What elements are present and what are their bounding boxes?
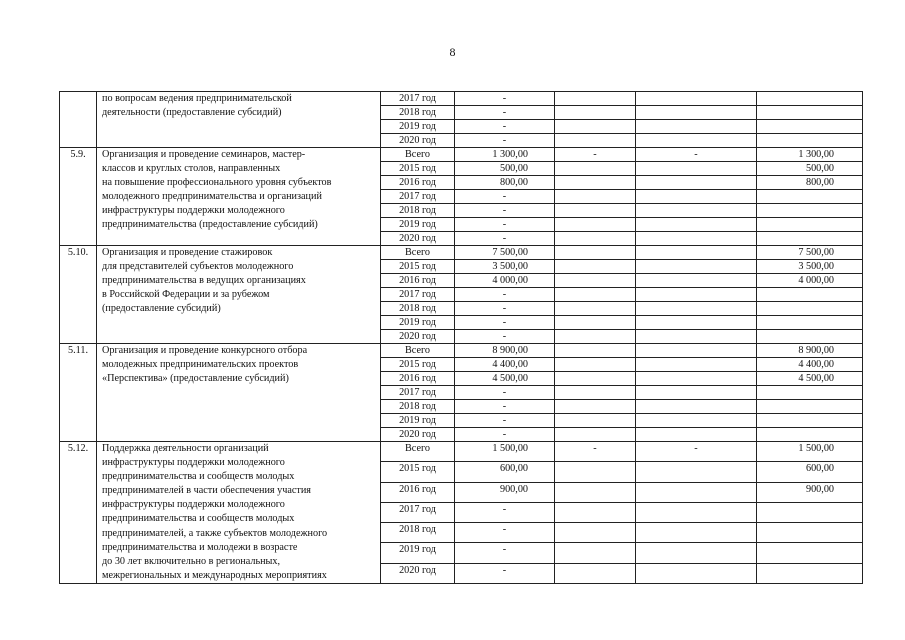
amount-col2 [555, 462, 636, 482]
total-amount: - [455, 218, 555, 232]
year-label: 2019 год [381, 120, 455, 134]
amount-col4: 4 000,00 [757, 274, 863, 288]
amount-col4 [757, 134, 863, 148]
amount-col2 [555, 162, 636, 176]
total-amount: 3 500,00 [455, 260, 555, 274]
total-amount: - [455, 428, 555, 442]
table-row [60, 246, 863, 260]
year-label: 2016 год [381, 482, 455, 502]
total-amount: 500,00 [455, 162, 555, 176]
total-amount: - [455, 414, 555, 428]
total-amount: 4 500,00 [455, 372, 555, 386]
amount-col3 [636, 274, 757, 288]
year-label: 2017 год [381, 502, 455, 522]
amount-col3 [636, 288, 757, 302]
amount-col4 [757, 92, 863, 106]
year-label: 2018 год [381, 302, 455, 316]
amount-col2 [555, 204, 636, 218]
amount-col2 [555, 372, 636, 386]
amount-col3 [636, 162, 757, 176]
amount-col3 [636, 400, 757, 414]
activity-name [97, 344, 381, 442]
amount-col2: - [555, 148, 636, 162]
amount-col4 [757, 232, 863, 246]
amount-col2 [555, 106, 636, 120]
total-amount: 8 900,00 [455, 344, 555, 358]
amount-col3 [636, 502, 757, 522]
amount-col2 [555, 543, 636, 563]
amount-col2 [555, 190, 636, 204]
amount-col2 [555, 502, 636, 522]
amount-col4: 1 500,00 [757, 442, 863, 462]
amount-col4 [757, 120, 863, 134]
table-row [60, 442, 863, 462]
amount-col2 [555, 358, 636, 372]
table-row [60, 148, 863, 162]
activity-name-line: Организация и проведение семинаров, мастер- [102, 149, 306, 160]
amount-col3 [636, 462, 757, 482]
item-number: 5.10. [60, 246, 97, 344]
total-amount: - [455, 302, 555, 316]
activity-name-line: инфраструктуры поддержки молодежного [102, 205, 285, 217]
activity-name [97, 148, 381, 246]
amount-col4 [757, 302, 863, 316]
amount-col4 [757, 428, 863, 442]
total-amount: - [455, 106, 555, 120]
amount-col3 [636, 482, 757, 502]
total-amount: - [455, 543, 555, 563]
amount-col4 [757, 316, 863, 330]
activity-name-line: предпринимательства в ведущих организациях [102, 275, 306, 287]
amount-col3 [636, 120, 757, 134]
amount-col3 [636, 386, 757, 400]
amount-col4 [757, 204, 863, 218]
amount-col2 [555, 218, 636, 232]
amount-col3 [636, 414, 757, 428]
total-amount: 1 300,00 [455, 148, 555, 162]
year-label: 2020 год [381, 232, 455, 246]
total-amount: - [455, 563, 555, 583]
amount-col2 [555, 134, 636, 148]
year-label: 2016 год [381, 372, 455, 386]
activity-name-line: (предоставление субсидий) [102, 303, 221, 315]
total-amount: 1 500,00 [455, 442, 555, 462]
total-amount: 4 000,00 [455, 274, 555, 288]
year-label: 2020 год [381, 330, 455, 344]
amount-col3: - [636, 148, 757, 162]
total-amount: - [455, 386, 555, 400]
year-label: 2018 год [381, 204, 455, 218]
total-amount: 7 500,00 [455, 246, 555, 260]
year-label: 2017 год [381, 386, 455, 400]
amount-col4: 3 500,00 [757, 260, 863, 274]
amount-col2 [555, 246, 636, 260]
total-amount: - [455, 400, 555, 414]
year-label: Всего [381, 344, 455, 358]
amount-col3 [636, 316, 757, 330]
amount-col3 [636, 372, 757, 386]
amount-col2 [555, 344, 636, 358]
activity-name-line: для представителей субъектов молодежного [102, 261, 294, 273]
amount-col3 [636, 344, 757, 358]
amount-col2 [555, 523, 636, 543]
total-amount: - [455, 316, 555, 330]
amount-col3 [636, 523, 757, 543]
total-amount: - [455, 523, 555, 543]
amount-col4 [757, 288, 863, 302]
activity-name-line: в Российской Федерации и за рубежом [102, 289, 270, 301]
amount-col3 [636, 134, 757, 148]
year-label: 2015 год [381, 162, 455, 176]
year-label: 2017 год [381, 92, 455, 106]
activity-name [97, 92, 381, 148]
year-label: 2015 год [381, 358, 455, 372]
amount-col4 [757, 386, 863, 400]
activity-name-line: классов и круглых столов, направленных [102, 163, 281, 175]
amount-col3 [636, 428, 757, 442]
amount-col3: - [636, 442, 757, 462]
year-label: Всего [381, 148, 455, 162]
year-label: 2015 год [381, 462, 455, 482]
total-amount: - [455, 330, 555, 344]
activity-name-line: инфраструктуры поддержки молодежного [102, 457, 285, 469]
activity-name-line: по вопросам ведения предпринимательской [102, 93, 292, 104]
total-amount: - [455, 190, 555, 204]
amount-col2 [555, 563, 636, 583]
amount-col3 [636, 190, 757, 204]
amount-col3 [636, 176, 757, 190]
amount-col3 [636, 246, 757, 260]
year-label: 2020 год [381, 134, 455, 148]
activity-name-line: предпринимательства и молодежи в возрасте [102, 541, 298, 553]
activity-name-line: предпринимателей в части обеспечения участия [102, 485, 311, 497]
total-amount: 800,00 [455, 176, 555, 190]
total-amount: 900,00 [455, 482, 555, 502]
year-label: 2015 год [381, 260, 455, 274]
activity-name [97, 246, 381, 344]
amount-col4: 900,00 [757, 482, 863, 502]
activity-name-line: межрегиональных и международных мероприятиях [102, 569, 327, 581]
amount-col3 [636, 260, 757, 274]
amount-col4 [757, 543, 863, 563]
amount-col3 [636, 218, 757, 232]
amount-col2 [555, 120, 636, 134]
total-amount: - [455, 502, 555, 522]
activity-name-line: предпринимателей, а также субъектов молодежного [102, 527, 328, 539]
year-label: 2019 год [381, 218, 455, 232]
year-label: 2017 год [381, 288, 455, 302]
year-label: 2019 год [381, 543, 455, 563]
item-number: 5.9. [60, 148, 97, 246]
activity-name-line: деятельности (предоставление субсидий) [102, 107, 282, 119]
amount-col2 [555, 302, 636, 316]
amount-col4: 1 300,00 [757, 148, 863, 162]
amount-col4: 500,00 [757, 162, 863, 176]
total-amount: - [455, 288, 555, 302]
activity-name-line: Поддержка деятельности организаций [102, 443, 269, 454]
amount-col4 [757, 414, 863, 428]
year-label: 2018 год [381, 400, 455, 414]
activity-name-line: на повышение профессионального уровня субъектов [102, 177, 332, 189]
activity-name [97, 442, 381, 584]
amount-col2 [555, 330, 636, 344]
amount-col2 [555, 428, 636, 442]
activity-name-line: Организация и проведение конкурсного отбора [102, 345, 308, 356]
item-number: 5.12. [60, 442, 97, 584]
table-row [60, 92, 863, 106]
total-amount: - [455, 92, 555, 106]
amount-col4 [757, 563, 863, 583]
year-label: 2020 год [381, 428, 455, 442]
amount-col3 [636, 204, 757, 218]
activity-name-line: предпринимательства и сообществ молодых [102, 513, 295, 525]
amount-col3 [636, 543, 757, 563]
amount-col3 [636, 106, 757, 120]
total-amount: - [455, 232, 555, 246]
amount-col3 [636, 563, 757, 583]
activity-name-line: молодежного предпринимательства и организаций [102, 191, 322, 203]
table-row [60, 344, 863, 358]
activity-name-line: инфраструктуры поддержки молодежного [102, 499, 285, 511]
amount-col2 [555, 92, 636, 106]
year-label: 2016 год [381, 176, 455, 190]
year-label: 2017 год [381, 190, 455, 204]
amount-col4: 8 900,00 [757, 344, 863, 358]
activity-name-line: до 30 лет включительно в региональных, [102, 555, 281, 567]
amount-col2 [555, 288, 636, 302]
activity-name-line: Организация и проведение стажировок [102, 247, 273, 258]
amount-col4 [757, 502, 863, 522]
activity-name-line: «Перспектива» (предоставление субсидий) [102, 373, 289, 385]
amount-col4 [757, 523, 863, 543]
year-label: 2019 год [381, 316, 455, 330]
total-amount: - [455, 204, 555, 218]
amount-col3 [636, 92, 757, 106]
year-label: Всего [381, 442, 455, 462]
total-amount: 600,00 [455, 462, 555, 482]
year-label: Всего [381, 246, 455, 260]
amount-col2 [555, 414, 636, 428]
activity-name-line: предпринимательства (предоставление субсидий) [102, 219, 318, 231]
amount-col2 [555, 274, 636, 288]
activity-name-line: молодежных предпринимательских проектов [102, 359, 299, 371]
year-label: 2018 год [381, 523, 455, 543]
page-number: 8 [449, 45, 456, 59]
amount-col4 [757, 400, 863, 414]
amount-col3 [636, 302, 757, 316]
year-label: 2020 год [381, 563, 455, 583]
amount-col2 [555, 316, 636, 330]
amount-col3 [636, 330, 757, 344]
amount-col2 [555, 176, 636, 190]
amount-col4 [757, 330, 863, 344]
year-label: 2019 год [381, 414, 455, 428]
year-label: 2018 год [381, 106, 455, 120]
amount-col4: 4 400,00 [757, 358, 863, 372]
amount-col2 [555, 482, 636, 502]
table-body [60, 92, 863, 584]
total-amount: 4 400,00 [455, 358, 555, 372]
total-amount: - [455, 134, 555, 148]
year-label: 2016 год [381, 274, 455, 288]
amount-col3 [636, 232, 757, 246]
amount-col2 [555, 260, 636, 274]
activity-name-line: предпринимательства и сообществ молодых [102, 471, 295, 483]
amount-col2 [555, 386, 636, 400]
amount-col2 [555, 400, 636, 414]
budget-table [59, 91, 863, 584]
amount-col4 [757, 106, 863, 120]
amount-col4: 7 500,00 [757, 246, 863, 260]
amount-col2 [555, 232, 636, 246]
amount-col4: 600,00 [757, 462, 863, 482]
amount-col2: - [555, 442, 636, 462]
amount-col4 [757, 218, 863, 232]
amount-col4: 800,00 [757, 176, 863, 190]
total-amount: - [455, 120, 555, 134]
item-number: 5.11. [60, 344, 97, 442]
amount-col3 [636, 358, 757, 372]
item-number [60, 92, 97, 148]
amount-col4 [757, 190, 863, 204]
amount-col4: 4 500,00 [757, 372, 863, 386]
